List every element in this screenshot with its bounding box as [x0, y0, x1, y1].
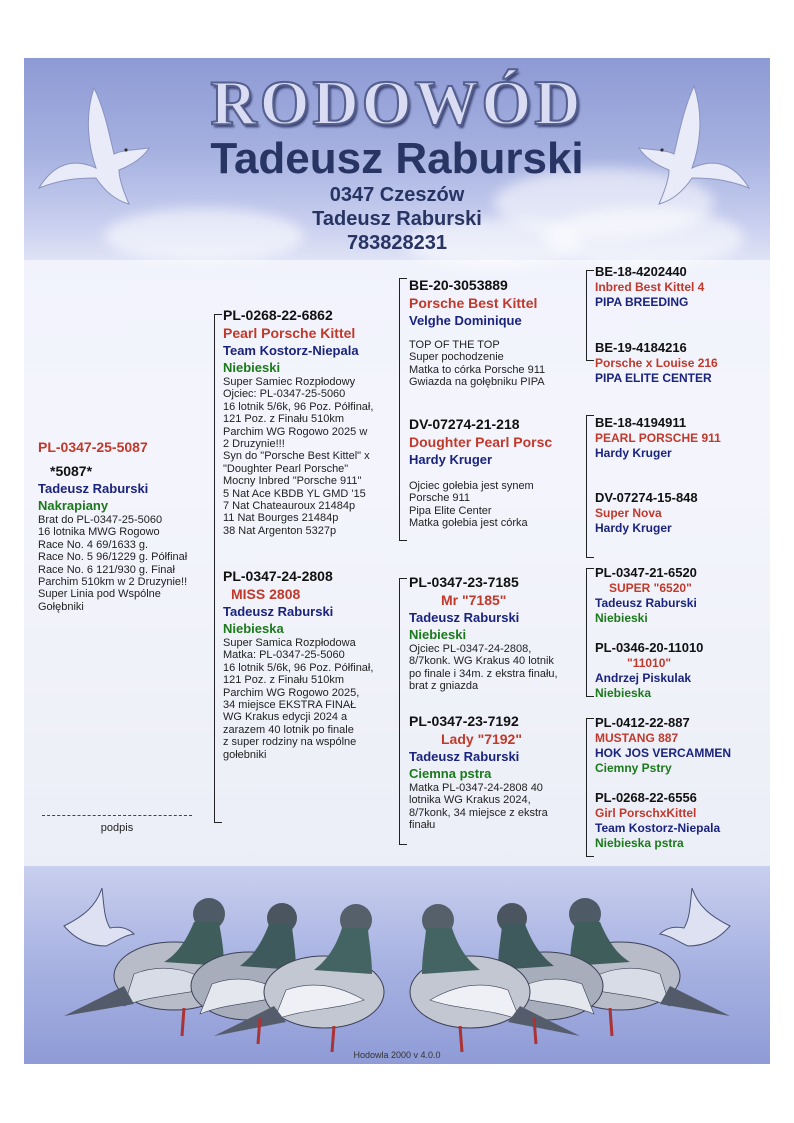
grandparent-owner: Hardy Kruger: [409, 452, 493, 467]
bracket-line: [586, 718, 594, 719]
gg-name: Super Nova: [595, 506, 662, 520]
breeder-owner: Tadeusz Raburski: [312, 208, 482, 230]
gg-name: MUSTANG 887: [595, 731, 679, 745]
grandparent-notes: Ojciec gołebia jest synem Porsche 911 Pipa Elite Center Matka gołebia jest córka: [409, 480, 534, 530]
gg-ring: BE-18-4194911: [595, 415, 687, 430]
gg-color: Niebieska: [595, 686, 652, 700]
subject-ring: PL-0347-25-5087: [38, 439, 148, 455]
grandparent-owner: Tadeusz Raburski: [409, 749, 520, 764]
bracket-line: [399, 278, 400, 540]
grandparent-notes: Matka PL-0347-24-2808 40 lotnika WG Krakus 2024, 8/7konk, 34 miejsce z ekstra finału: [409, 782, 548, 832]
bracket-line: [586, 696, 594, 697]
subject-owner: Tadeusz Raburski: [38, 481, 149, 496]
bracket-line: [586, 270, 587, 360]
great-grandparent-block: [595, 490, 767, 536]
great-grandparent-block: [595, 640, 767, 701]
great-grandparent-block: [595, 790, 767, 851]
bracket-line: [586, 415, 587, 557]
grandparent-name: Lady "7192": [441, 731, 522, 747]
father-color: Niebieski: [223, 360, 281, 375]
great-grandparent-block: [595, 715, 767, 776]
gg-name: PEARL PORSCHE 911: [595, 431, 721, 445]
mother-color: Niebieska: [223, 621, 284, 636]
father-block: [223, 306, 398, 537]
header-band: [24, 58, 770, 260]
bracket-line: [214, 822, 222, 823]
pedigree-page: [24, 58, 770, 1064]
grandparent-name: Mr "7185": [441, 592, 507, 608]
breeder-location: 0347 Czeszów: [329, 184, 465, 206]
bracket-line: [399, 578, 407, 579]
signature-line: [42, 815, 192, 816]
gg-ring: BE-18-4202440: [595, 264, 687, 279]
grandparent-color: Niebieski: [409, 627, 467, 642]
gg-ring: DV-07274-15-848: [595, 490, 698, 505]
bracket-line: [586, 568, 594, 569]
gg-name: Inbred Best Kittel 4: [595, 280, 705, 294]
bracket-line: [586, 568, 587, 696]
mother-notes: Super Samica Rozpłodowa Matka: PL-0347-25-5060 16 lotnik 5/6k, 96 Poz. Półfinał, 121 Poz. z Finału 510km Parchim WG Rogowo 2025, 34 miejsce EKSTRA FINAŁ WG Krakus edycji 2024 a zarazem 40 lotnik po finale z super rodziny na wspólne gołebniki: [223, 637, 374, 761]
gg-owner: HOK JOS VERCAMMEN: [595, 746, 732, 760]
breeder-phone: 783828231: [346, 232, 448, 254]
gg-name: Girl PorschxKittel: [595, 806, 697, 820]
grandparent-block: [409, 415, 589, 530]
gg-color: Niebieski: [595, 611, 648, 625]
grandparent-notes: Ojciec PL-0347-24-2808, 8/7konk. WG Krakus 40 lotnik po finale i 34m. z ekstra finału, brat z gniazda: [409, 643, 558, 693]
subject-notes: Brat do PL-0347-25-5060 16 lotnika MWG Rogowo Race No. 4 69/1633 g. Race No. 5 96/1229 g. Półfinał Race No. 6 121/930 g. Finał Parchim 510km w 2 Druzynie!! Super Linia pod Wspólne Gołębniki: [38, 514, 188, 613]
bracket-line: [586, 270, 594, 271]
gg-owner: Hardy Kruger: [595, 446, 672, 460]
mother-block: [223, 567, 398, 761]
bracket-line: [399, 578, 400, 844]
gg-owner: Andrzej Piskulak: [595, 671, 692, 685]
gg-owner: PIPA BREEDING: [595, 295, 689, 309]
mother-owner: Tadeusz Raburski: [223, 604, 334, 619]
grandparent-color: Ciemna pstra: [409, 766, 492, 781]
bracket-line: [586, 718, 587, 856]
gg-name: Porsche x Louise 216: [595, 356, 718, 370]
grandparent-notes: TOP OF THE TOP Super pochodzenie Matka to córka Porsche 911 Gwiazda na gołębniku PIPA: [409, 339, 546, 389]
gg-owner: PIPA ELITE CENTER: [595, 371, 712, 385]
grandparent-name: Porsche Best Kittel: [409, 295, 538, 311]
mother-name: MISS 2808: [231, 586, 301, 602]
gg-ring: PL-0347-21-6520: [595, 565, 697, 580]
grandparent-ring: PL-0347-23-7185: [409, 574, 519, 590]
gg-color: Niebieska pstra: [595, 836, 684, 850]
gg-ring: PL-0412-22-887: [595, 715, 690, 730]
grandparent-block: [409, 573, 589, 693]
father-owner: Team Kostorz-Niepala: [223, 343, 359, 358]
father-notes: Super Samiec Rozpłodowy Ojciec: PL-0347-25-5060 16 lotnik 5/6k, 96 Poz. Półfinał, 121 Poz. z Finału 510km Parchim WG Rogowo 2025 w 2 Druzynie!!! Syn do "Porsche Best Kittel" x "Doughter Pearl Porsche" Mocny Inbred "Porsche 911" 5 Nat Ace KBDB YL GMD '15 7 Nat Chateauroux 21484p 11 Nat Bourges 21484p 38 Nat Argenton 5327p: [223, 376, 374, 537]
great-grandparent-block: [595, 415, 767, 461]
breeder-name: Tadeusz Raburski: [210, 134, 584, 183]
bracket-line: [586, 360, 594, 361]
gg-ring: BE-19-4184216: [595, 340, 687, 355]
bracket-line: [586, 415, 594, 416]
gg-ring: PL-0268-22-6556: [595, 790, 697, 805]
great-grandparent-block: [595, 565, 767, 626]
grandparent-ring: BE-20-3053889: [409, 277, 508, 293]
gg-color: Ciemny Pstry: [595, 761, 672, 775]
grandparent-block: [409, 276, 589, 389]
gg-owner: Hardy Kruger: [595, 521, 672, 535]
grandparent-ring: PL-0347-23-7192: [409, 713, 519, 729]
grandparent-ring: DV-07274-21-218: [409, 416, 520, 432]
bracket-line: [399, 540, 407, 541]
pigeon-icon: [24, 866, 770, 1064]
footer-band: [24, 866, 770, 1064]
gg-name: SUPER "6520": [609, 581, 692, 595]
signature-label: podpis: [100, 822, 134, 834]
bracket-line: [214, 314, 222, 315]
grandparent-name: Doughter Pearl Porsc: [409, 434, 553, 450]
page-title: RODOWÓD: [210, 67, 584, 138]
gg-ring: PL-0346-20-11010: [595, 640, 704, 655]
grandparent-block: [409, 712, 589, 832]
gg-name: "11010": [627, 656, 672, 670]
bracket-line: [214, 314, 215, 822]
mother-ring: PL-0347-24-2808: [223, 568, 333, 584]
gg-owner: Tadeusz Raburski: [595, 596, 697, 610]
bracket-line: [399, 278, 407, 279]
father-ring: PL-0268-22-6862: [223, 307, 333, 323]
subject-block: [38, 438, 218, 613]
software-version: Hodowla 2000 v 4.0.0: [353, 1050, 441, 1060]
gg-owner: Team Kostorz-Niepala: [595, 821, 721, 835]
great-grandparent-block: [595, 264, 767, 310]
subject-color: Nakrapiany: [38, 498, 109, 513]
grandparent-owner: Velghe Dominique: [409, 313, 522, 328]
bracket-line: [586, 856, 594, 857]
father-name: Pearl Porsche Kittel: [223, 325, 356, 341]
bracket-line: [586, 557, 594, 558]
subject-nickname: *5087*: [50, 463, 93, 479]
great-grandparent-block: [595, 340, 767, 386]
grandparent-owner: Tadeusz Raburski: [409, 610, 520, 625]
bracket-line: [399, 844, 407, 845]
